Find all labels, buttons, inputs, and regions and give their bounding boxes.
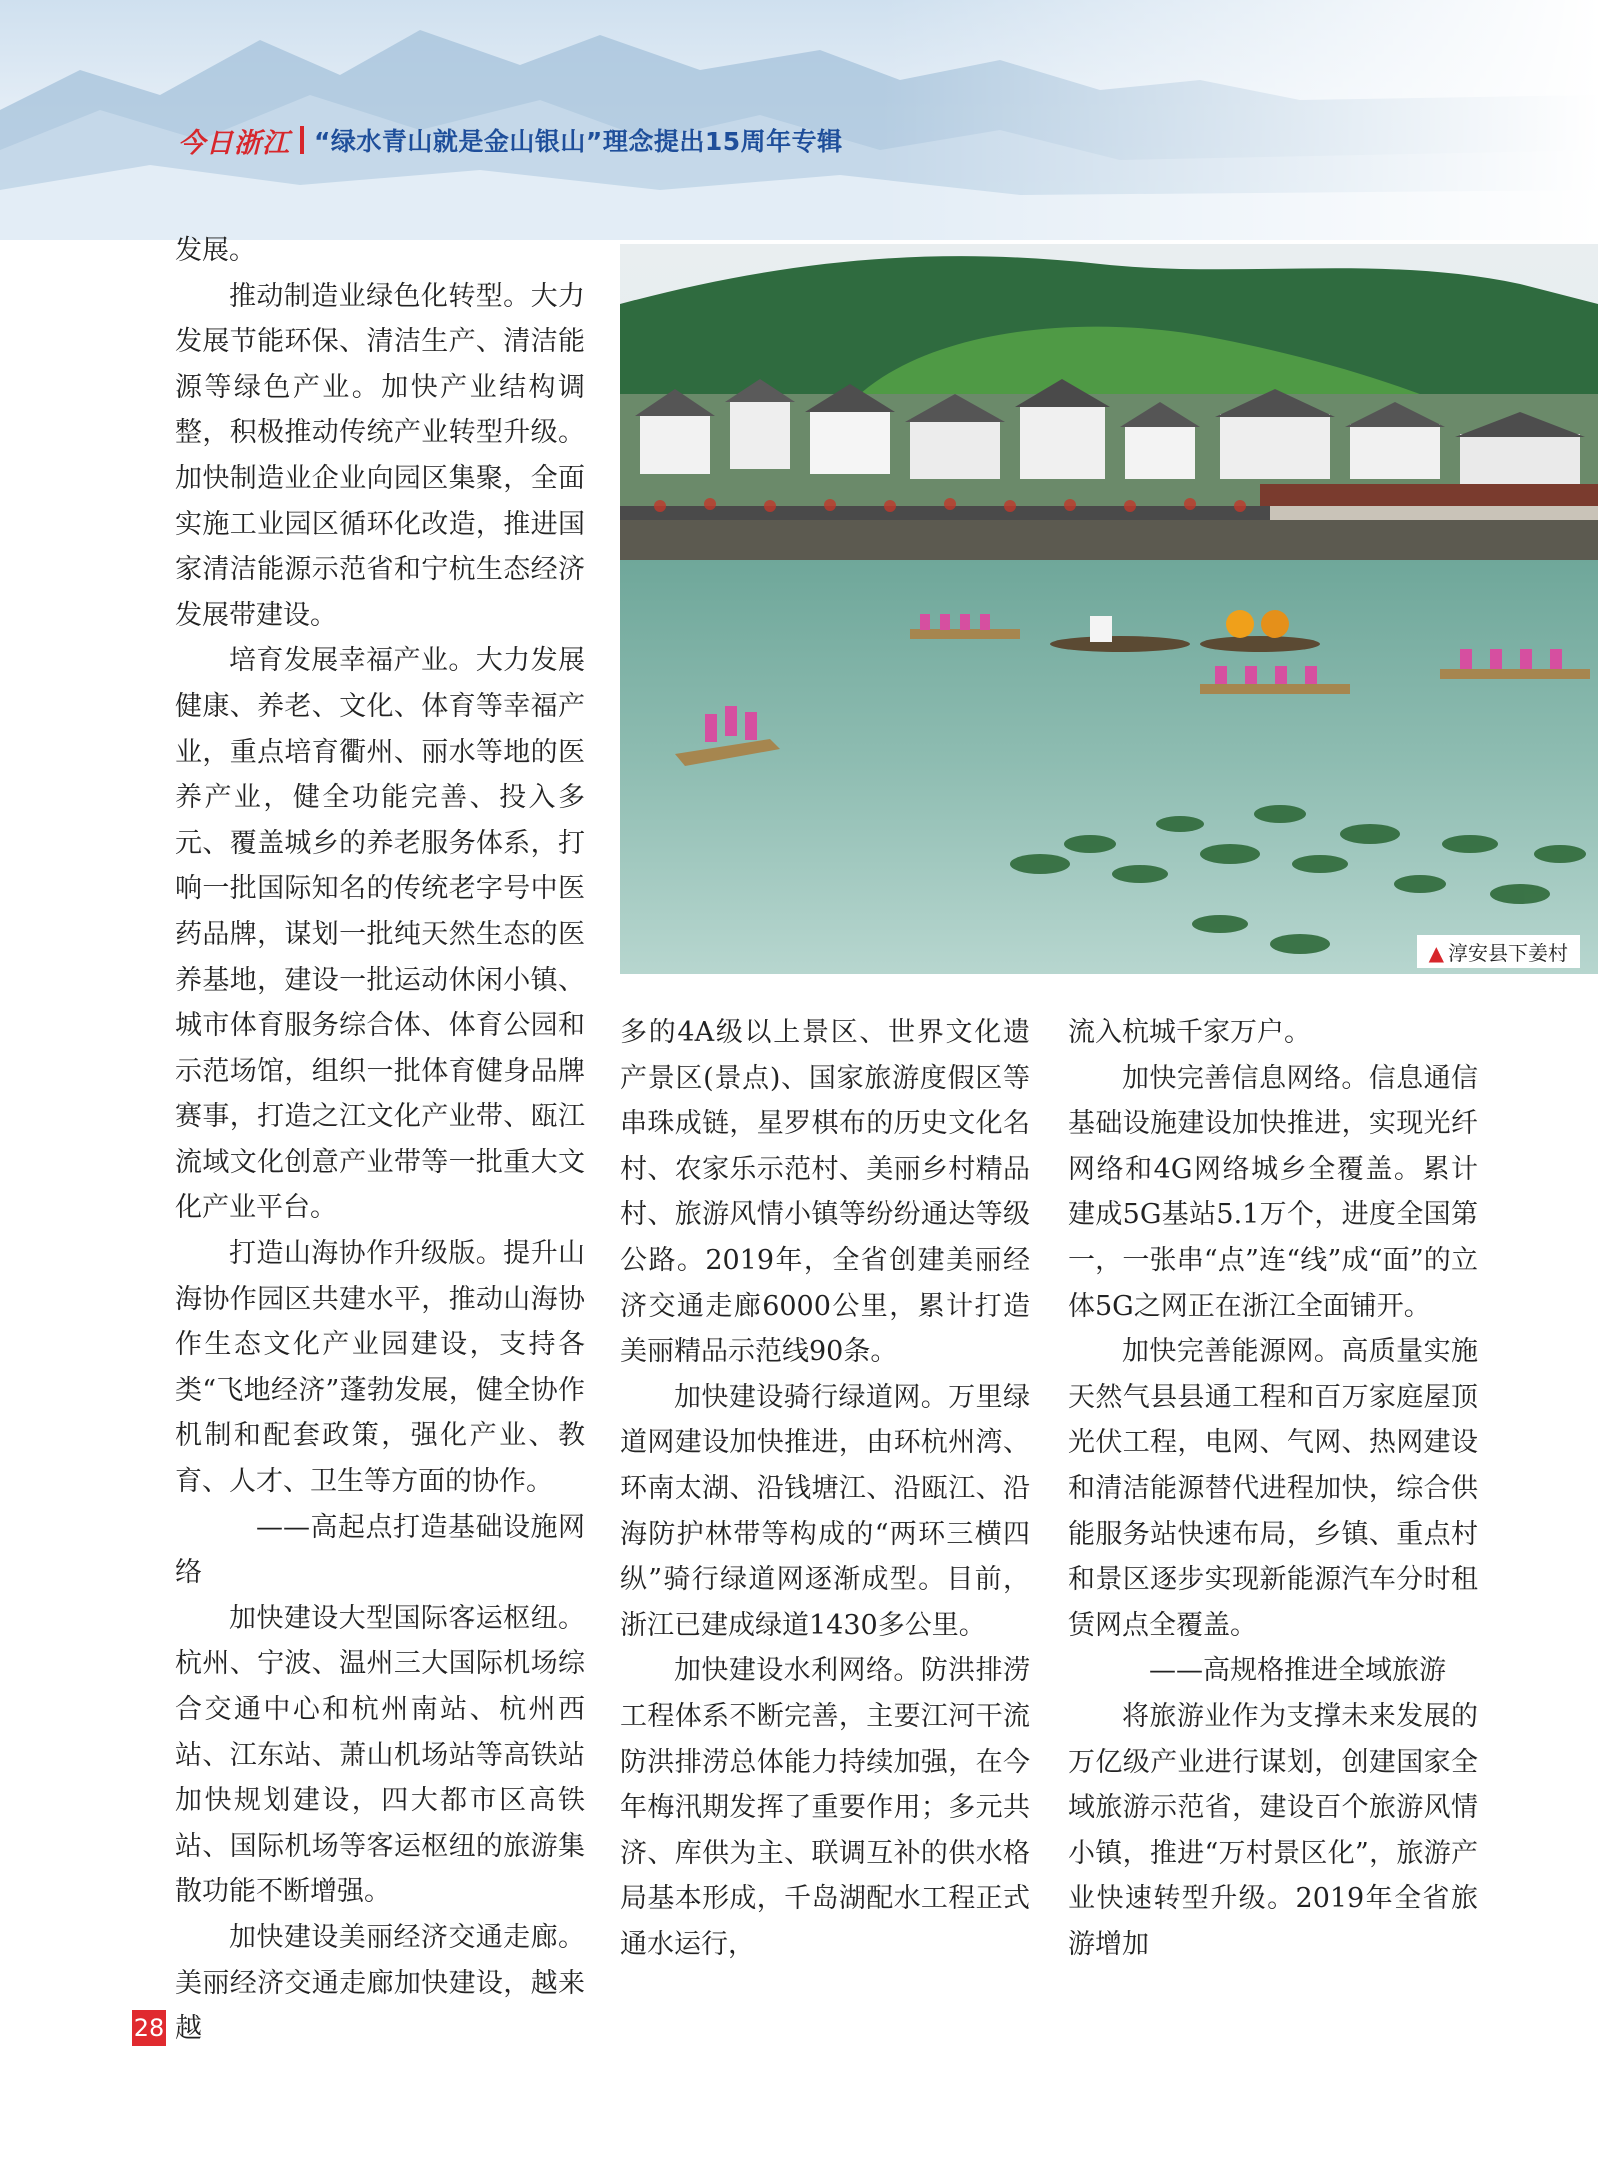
caption-text: 淳安县下姜村: [1448, 941, 1568, 965]
paragraph: 加快建设大型国际客运枢纽。杭州、宁波、温州三大国际机场综合交通中心和杭州南站、杭州西站、江东站、萧山机场站等高铁站加快规划建设，四大都市区高铁站、国际机场等客运枢纽的旅游集散功能不断增强。: [175, 1602, 585, 1908]
paragraph: 打造山海协作升级版。提升山海协作园区共建水平，推动山海协作生态文化产业园建设，支持各类“飞地经济”蓬勃发展，健全协作机制和配套政策，强化产业、教育、人才、卫生等方面的协作。: [175, 1238, 585, 1498]
paragraph: 加快完善能源网。高质量实施天然气县县通工程和百万家庭屋顶光伏工程，电网、气网、热网建设和清洁能源替代进程加快，综合供能服务站快速布局，乡镇、重点村和景区逐步实现新能源汽车分时租赁网点全覆盖。: [1068, 1336, 1478, 1641]
paragraph: 加快建设水利网络。防洪排涝工程体系不断完善，主要江河干流防洪排涝总体能力持续加强，在今年梅汛期发挥了重要作用；多元共济、库供为主、联调互补的供水格局基本形成，千岛湖配水工程正式通水运行，: [620, 1655, 1030, 1960]
text-column-1: [175, 228, 585, 2052]
section-subheading: ——高规格推进全域旅游: [1149, 1655, 1446, 1687]
paragraph: 加快建设美丽经济交通走廊。美丽经济交通走廊加快建设，越来越: [175, 1921, 585, 2045]
paragraph: 培育发展幸福产业。大力发展健康、养老、文化、体育等幸福产业，重点培育衢州、丽水等地的医养产业，健全功能完善、投入多元、覆盖城乡的养老服务体系，打响一批国际知名的传统老字号中医药品牌，谋划一批纯天然生态的医养基地，建设一批运动休闲小镇、城市体育服务综合体、体育公园和示范场馆，组织一批体育健身品牌赛事，打造之江文化产业带、瓯江流域文化创意产业带等一批重大文化产业平台。: [175, 645, 585, 1224]
paragraph: 推动制造业绿色化转型。大力发展节能环保、清洁生产、清洁能源等绿色产业。加快产业结构调整，积极推动传统产业转型升级。加快制造业企业向园区集聚，全面实施工业园区循环化改造，推进国家清洁能源示范省和宁杭生态经济发展带建设。: [175, 280, 585, 631]
paragraph: 将旅游业作为支撑未来发展的万亿级产业进行谋划，创建国家全域旅游示范省，建设百个旅游风情小镇，推进“万村景区化”，旅游产业快速转型升级。2019年全省旅游增加: [1068, 1700, 1478, 1960]
photo-illustration: [620, 244, 1598, 974]
masthead: [178, 120, 843, 160]
series-title: “绿水青山就是金山银山”理念提出15周年专辑: [314, 127, 843, 156]
paragraph: 多的4A级以上景区、世界文化遗产景区(景点)、国家旅游度假区等串珠成链，星罗棋布的历史文化名村、农家乐示范村、美丽乡村精品村、旅游风情小镇等纷纷通达等级公路。2019年，全省创建美丽经济交通走廊6000公里，累计打造美丽精品示范线90条。: [620, 1017, 1030, 1368]
village-river-photo: [620, 244, 1598, 974]
masthead-divider: [300, 126, 304, 154]
page-header: [0, 0, 1600, 240]
paragraph: 加快建设骑行绿道网。万里绿道网建设加快推进，由环杭州湾、环南太湖、沿钱塘江、沿瓯江、沿海防护林带等构成的“两环三横四纵”骑行绿道网逐渐成型。目前，浙江已建成绿道1430多公里。: [620, 1381, 1030, 1641]
paragraph: 发展。: [175, 235, 256, 266]
page-number: 28: [132, 2010, 166, 2046]
paragraph: 加快完善信息网络。信息通信基础设施建设加快推进，实现光纤网络和4G网络城乡全覆盖。累计建成5G基站5.1万个，进度全国第一，一张串“点”连“线”成“面”的立体5G之网正在浙江全面铺开。: [1068, 1062, 1478, 1322]
text-column-3: [1068, 1010, 1478, 1967]
section-subheading: ——高起点打造基础设施网络: [175, 1511, 585, 1589]
text-column-2: [620, 1010, 1030, 1967]
paragraph: 流入杭城千家万户。: [1068, 1017, 1311, 1048]
brand-logo: 今日浙江: [178, 127, 290, 159]
triangle-icon: ▲: [1428, 941, 1444, 965]
photo-caption: [1417, 935, 1580, 968]
